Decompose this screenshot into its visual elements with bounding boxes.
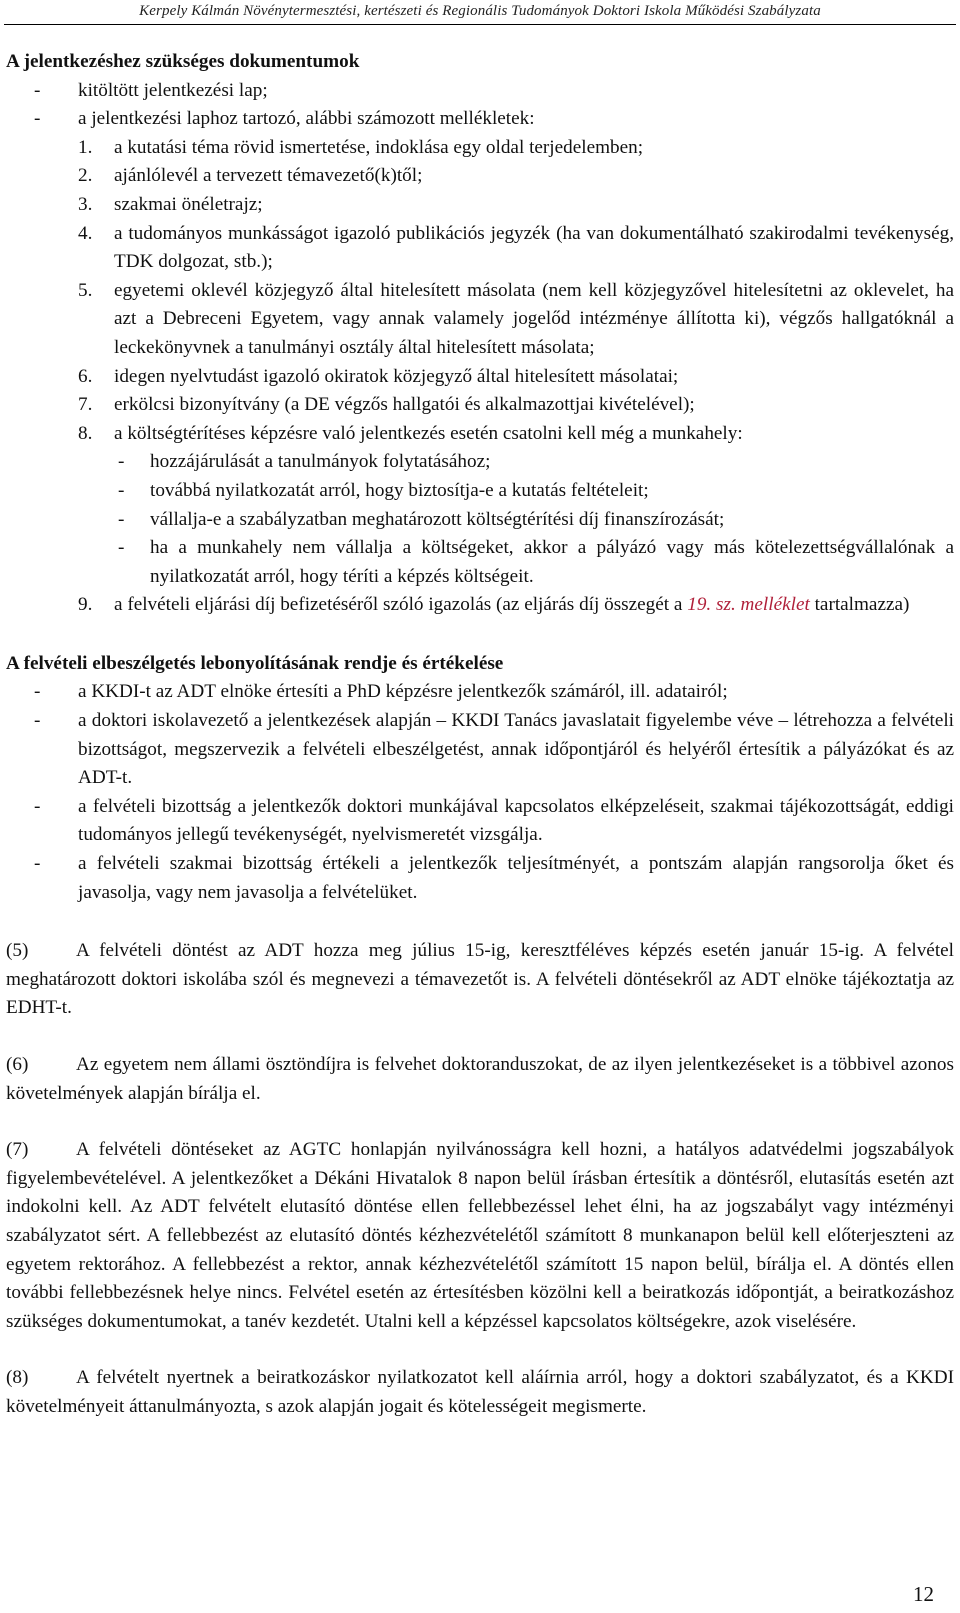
list-item xyxy=(6,707,954,793)
item-text: szakmai önéletrajz; xyxy=(114,193,263,215)
list-item xyxy=(6,105,954,134)
paragraph-text: Az egyetem nem állami ösztöndíjra is felvehet doktoranduszokat, de az ilyen jelentkezéseket is a többivel azonos követelmények alapján bírálja el. xyxy=(6,1054,954,1104)
numbered-item xyxy=(78,162,954,191)
item-text-after: tartalmazza) xyxy=(809,594,910,616)
list-dash: - xyxy=(118,451,125,473)
header-title: Kerpely Kálmán Növénytermesztési, kertészeti és Regionális Tudományok Doktori Iskola Működési Szabályzata xyxy=(139,3,821,19)
section-heading-interview: A felvételi elbeszélgetés lebonyolításának rendje és értékelése xyxy=(6,652,504,674)
list-item xyxy=(6,678,954,707)
paragraph-number: (7) xyxy=(6,1139,29,1161)
sub-item-text: hozzájárulását a tanulmányok folytatásához; xyxy=(150,451,491,473)
item-number: 9. xyxy=(78,594,93,616)
list-item-text: a doktori iskolavezető a jelentkezések alapján – KKDI Tanács javaslatait figyelembe véve – létrehozza a felvételi bizottságot, megszervezik a felvételi elbeszélgetést, annak időpontjáról és helyéről értesítik a pályázókat és az ADT-t. xyxy=(78,710,954,789)
item-number: 7. xyxy=(78,394,93,416)
list-item-text: a KKDI-t az ADT elnöke értesíti a PhD képzésre jelentkezők számáról, ill. adatairól; xyxy=(78,681,728,703)
numbered-item xyxy=(78,363,954,392)
list-dash: - xyxy=(118,508,125,530)
list-dash: - xyxy=(118,537,125,559)
paragraph-number: (6) xyxy=(6,1054,29,1075)
list-item-text: a felvételi bizottság a jelentkezők doktori munkájával kapcsolatos elképzeléseit, szakmai tájékozottságát, eddigi tudományos jellegű tevékenységét, nyelvismeretét vizsgálja. xyxy=(78,795,954,846)
sub-item-text: vállalja-e a szabályzatban meghatározott költségtérítési díj finanszírozását; xyxy=(150,508,725,530)
section-heading-documents: A jelentkezéshez szükséges dokumentumok xyxy=(6,51,360,72)
item-text: ajánlólevél a tervezett témavezető(k)től; xyxy=(114,165,423,187)
item-text: a kutatási téma rövid ismertetése, indoklása egy oldal terjedelemben; xyxy=(114,136,644,158)
list-dash: - xyxy=(34,79,41,101)
list-item-text: kitöltött jelentkezési lap; xyxy=(78,79,268,101)
sub-list-item xyxy=(114,534,954,591)
header-rule xyxy=(4,24,956,25)
list-item xyxy=(6,793,954,850)
sub-list-item xyxy=(114,506,954,535)
list-item xyxy=(6,77,954,106)
annex-reference-link[interactable]: 19. sz. melléklet xyxy=(687,594,810,616)
sub-list-item xyxy=(114,477,954,506)
item-text: a tudományos munkásságot igazoló publikációs jegyzék (ha van dokumentálható szakirodalmi tevékenység, TDK dolgozat, stb.); xyxy=(114,222,954,273)
numbered-item xyxy=(78,277,954,363)
numbered-item xyxy=(78,191,954,220)
paragraph xyxy=(6,937,954,1023)
document-body xyxy=(6,48,954,1422)
numbered-list xyxy=(78,134,954,620)
running-header xyxy=(0,0,960,34)
numbered-item xyxy=(78,220,954,277)
numbered-item xyxy=(78,591,954,620)
list-dash: - xyxy=(34,681,41,703)
paragraph xyxy=(6,1136,954,1336)
item-number: 1. xyxy=(78,136,93,158)
numbered-item xyxy=(78,420,954,592)
page-number: 12 xyxy=(913,1582,934,1606)
sub-item-text: továbbá nyilatkozatát arról, hogy biztosítja-e a kutatás feltételeit; xyxy=(150,479,649,501)
item-text: idegen nyelvtudást igazoló okiratok közjegyző által hitelesített másolatai; xyxy=(114,365,679,387)
item-number: 4. xyxy=(78,222,93,244)
numbered-item xyxy=(78,391,954,420)
list-dash: - xyxy=(34,710,41,732)
paragraph-number: (8) xyxy=(6,1367,29,1389)
list-dash: - xyxy=(118,479,125,501)
item-number: 6. xyxy=(78,365,93,387)
list-dash: - xyxy=(34,853,41,875)
paragraph-text: A felvételi döntést az ADT hozza meg július 15-ig, keresztféléves képzés esetén január 15-ig. A felvétel meghatározott doktori iskolába szól és megnevezi a témavezetőt is. A felvételi döntésekről az ADT elnöke tájékoztatja az EDHT-t. xyxy=(6,940,954,1019)
list-item-text: a jelentkezési laphoz tartozó, alábbi számozott mellékletek: xyxy=(78,108,535,130)
numbered-item xyxy=(78,134,954,163)
list-dash: - xyxy=(34,108,41,130)
paragraph xyxy=(6,1051,954,1108)
item-text: a költségtérítéses képzésre való jelentkezés esetén csatolni kell még a munkahely: xyxy=(114,422,743,444)
list-item-text: a felvételi szakmai bizottság értékeli a jelentkezők teljesítményét, a pontszám alapján rangsorolja őket és javasolja, vagy nem javasolja a felvételüket. xyxy=(78,853,954,903)
sub-list-item xyxy=(114,448,954,477)
item-text: egyetemi oklevél közjegyző által hitelesített másolata (nem kell közjegyzővel hitelesítetni az oklevelet, ha azt a Debreceni Egyetem, vagy annak valamely jogelőd intézménye állította ki), végzős hallgatóknál a leckekönyvnek a tanulmányi osztály által hitelesített másolata; xyxy=(114,279,954,358)
paragraph-number: (5) xyxy=(6,940,29,962)
item-number: 5. xyxy=(78,279,93,301)
item-number: 8. xyxy=(78,422,93,444)
item-text-before: a felvételi eljárási díj befizetéséről szóló igazolás (az eljárás díj összegét a xyxy=(114,594,688,616)
list-dash: - xyxy=(34,795,41,817)
item-number: 3. xyxy=(78,193,93,215)
item-number: 2. xyxy=(78,165,93,187)
list-item xyxy=(6,850,954,907)
paragraph-text: A felvételt nyertnek a beiratkozáskor nyilatkozatot kell aláírnia arról, hogy a doktori szabályzatot, és a KKDI követelményeit áttanulmányozta, s azok alapján jogait és kötelességeit megismerte. xyxy=(6,1367,954,1417)
paragraph xyxy=(6,1364,954,1421)
item-text xyxy=(114,591,954,620)
sub-item-text: ha a munkahely nem vállalja a költségeket, akkor a pályázó vagy más kötelezettségvállalónak a nyilatkozatát arról, hogy téríti a képzés költségeit. xyxy=(150,537,954,587)
item-text: erkölcsi bizonyítvány (a DE végzős hallgatói és alkalmazottjai kivételével); xyxy=(114,394,695,416)
paragraph-text: A felvételi döntéseket az AGTC honlapján nyilvánosságra kell hozni, a hatályos adatvédelmi jogszabályok figyelembevételével. A jelentkezőket a Dékáni Hivatalok 8 napon belül írásban értesítik a döntésről, elutasítás esetén azt indokolni kell. Az ADT felvételt elutasító döntése ellen fellebbezéssel lehet élni, ha az jogszabályt vagy intézményi szabályzatot sért. A fellebbezést az elutasító döntés kézhezvételétől számított 8 munkanapon belül kell előterjeszteni az egyetem rektorához. A fellebbezést a rektor, annak kézhezvételétől számított 15 napon belül, bírálja el. A döntés ellen további fellebbezésnek helye nincs. Felvétel esetén az értesítésben közölni kell a beiratkozás időpontját, a beiratkozáshoz szükséges dokumentumokat, a tanév kezdetét. Utalni kell a képzéssel kapcsolatos költségekre, azok viselésére. xyxy=(6,1139,954,1332)
